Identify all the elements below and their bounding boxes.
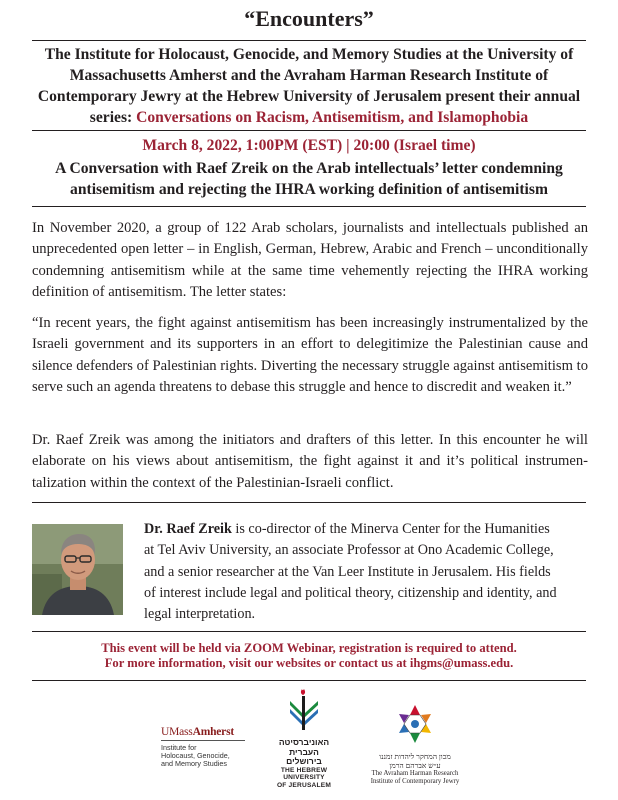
huji-heb-1: האוניברסיטה (278, 737, 330, 747)
harman-english-name (360, 770, 470, 786)
hebrew-university-logo (274, 687, 334, 789)
umass-logo-rule (161, 740, 245, 741)
speaker-bio-text: is co-director of the Minerva Center for the Humanities at Tel Aviv University, an associate Professor at Ono Academic College, and a senior researcher at the Van Leer Institute in Jerusalem. His fields of interest include legal and political theory, citizenship and identity, and legal interpretation. (144, 521, 557, 623)
harman-hebrew-name (360, 752, 470, 770)
huji-hebrew-name (274, 738, 334, 767)
speaker-name: Dr. Raef Zreik (144, 521, 232, 537)
umass-name-a: UMass (161, 726, 193, 738)
intro-text: The Institute for Holocaust, Genocide, and Memory Studies at the University of Massachusetts Amherst and the Avraham Harman Research Institute of Contemporary Jewry at the Hebrew University of Jerusalem present their annual series: (37, 46, 581, 126)
event-date-time: March 8, 2022, 1:00PM (EST) | 20:00 (Israel time) (142, 137, 476, 154)
huji-eng-1: THE HEBREW (280, 766, 328, 774)
hebrew-university-emblem-icon (284, 687, 324, 733)
divider (32, 206, 586, 207)
umass-sub-1: Institute for (161, 743, 197, 752)
body-paragraph-1: In November 2020, a group of 122 Arab scholars, journalists and intellectuals published an unprecedented open letter – in English, German, Hebrew, Arabic and French – unconditionally condemning antisemitism while at the same time vehemently rejecting the IHRA working definition of antisemitism. The letter states: (32, 220, 588, 300)
huji-eng-2: UNIVERSITY (283, 774, 325, 782)
notice-line-1: This event will be held via ZOOM Webinar, registration is required to attend. (101, 641, 517, 655)
event-notice (0, 641, 618, 671)
divider (32, 130, 586, 131)
body-quote: “In recent years, the fight against antisemitism has been increasingly instrumentalized by the Israeli government and its supporters in an effort to delegitimize the Palestinian cause and silence defenders of Palestinian rights. Diverting the necessary struggle against antisemitism to serve such an agenda threatens to debase this struggle and hence to discredit and weaken it.” (32, 315, 588, 395)
umass-sub-2: Holocaust, Genocide, (161, 751, 230, 761)
umass-name (161, 726, 261, 738)
umass-sub-3: and Memory Studies (161, 759, 227, 769)
divider (32, 502, 586, 503)
huji-english-name (274, 767, 334, 790)
huji-heb-3: בירושלים (286, 756, 322, 766)
divider (32, 40, 586, 41)
divider (32, 680, 586, 681)
body-paragraph-3: Dr. Raef Zreik was among the initiators and drafters of this letter. In this encounter he will elaborate on his views about antisemitism, the fight against it and it’s political instrumentalization within the context of the Palestinian-Israeli conflict. (32, 432, 588, 491)
harman-heb-1: מכון המחקר ליהדות זמננו (379, 752, 451, 761)
harman-heb-2: ע״ש אברהם הרמן (389, 761, 441, 770)
harman-eng-2: Institute of Contemporary Jewry (370, 778, 460, 785)
event-subtitle: A Conversation with Raef Zreik on the Arab intellectuals’ letter condemning antisemitism and rejecting the IHRA working definition of antisemitism (55, 160, 563, 198)
speaker-portrait-icon (32, 524, 123, 615)
harman-star-emblem-icon (393, 703, 437, 745)
umass-logo (161, 726, 261, 769)
speaker-bio (144, 519, 562, 625)
harman-institute-logo (360, 703, 470, 786)
umass-name-b: Amherst (192, 726, 234, 738)
intro-paragraph (28, 44, 590, 128)
series-name: Conversations on Racism, Antisemitism, and Islamophobia (136, 109, 529, 126)
notice-line-2: For more information, visit our websites or contact us at ihgms@umass.edu. (104, 656, 514, 670)
speaker-photo (32, 524, 123, 615)
flyer-title: “Encounters” (244, 6, 374, 31)
harman-eng-1: The Avraham Harman Research (371, 770, 459, 777)
huji-heb-2: העברית (289, 746, 319, 757)
umass-subtitle (161, 744, 261, 769)
divider (32, 631, 586, 632)
huji-eng-3: OF JERUSALEM (276, 781, 332, 789)
